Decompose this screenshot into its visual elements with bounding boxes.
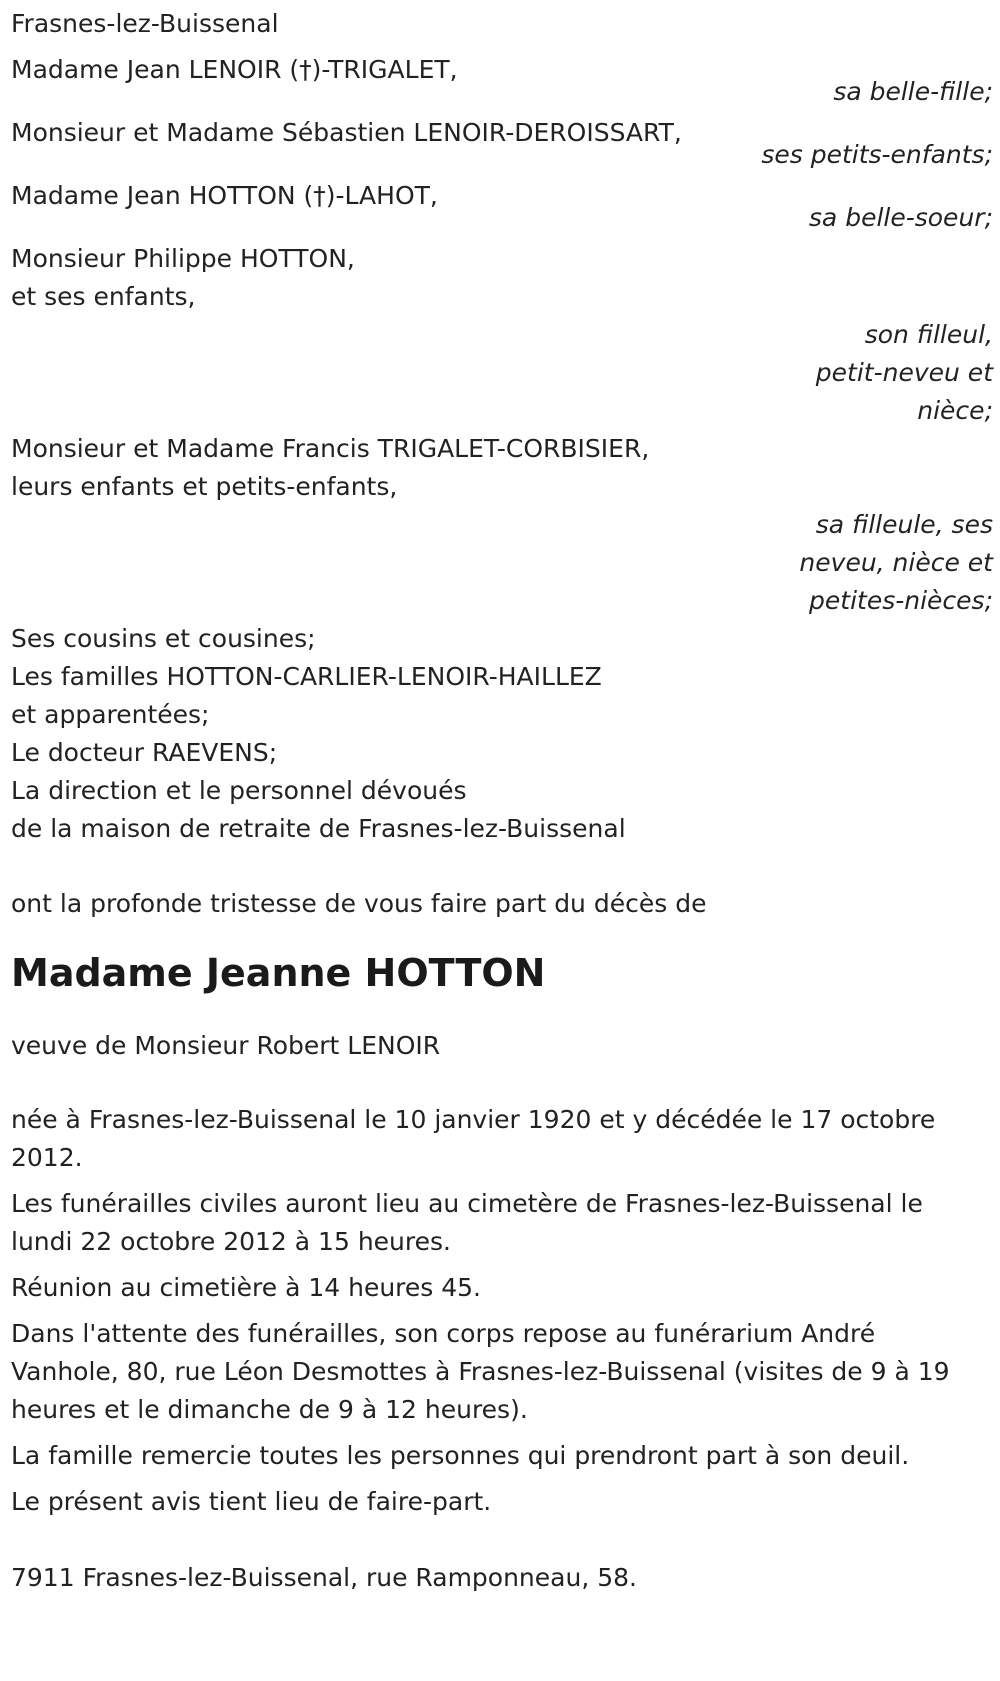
other-mourners [11, 620, 996, 848]
funeral-details [11, 1101, 961, 1521]
family-names: leurs enfants et petits-enfants, [11, 472, 398, 501]
mourner-line: et apparentées; [11, 700, 210, 729]
family-relation: petites-nièces; [809, 586, 993, 615]
announcement: ont la profonde tristesse de vous faire part du décès de [11, 889, 707, 918]
family-names: Monsieur et Madame Francis TRIGALET-CORBISIER, [11, 434, 650, 463]
detail-paragraph: née à Frasnes-lez-Buissenal le 10 janvier 1920 et y décédée le 17 octobre 2012. [11, 1105, 936, 1172]
mourner-line: Ses cousins et cousines; [11, 624, 316, 653]
detail-paragraph: La famille remercie toutes les personnes qui prendront part à son deuil. [11, 1441, 910, 1470]
detail-paragraph: Les funérailles civiles auront lieu au cimetère de Frasnes-lez-Buissenal le lundi 22 octobre 2012 à 15 heures. [11, 1189, 923, 1256]
family-names: Monsieur et Madame Sébastien LENOIR-DEROISSART, [11, 118, 682, 147]
family-relation: sa filleule, ses [815, 510, 993, 539]
family-relation: petit-neveu et [815, 358, 993, 387]
detail-paragraph: Réunion au cimetière à 14 heures 45. [11, 1273, 482, 1302]
family-group [11, 240, 996, 430]
detail-paragraph: Dans l'attente des funérailles, son corps repose au funérarium André Vanhole, 80, rue Léon Desmottes à Frasnes-lez-Buissenal (visites de 9 à 19 heures et le dimanche de 9 à 12 heures). [11, 1319, 950, 1424]
family-names: Madame Jean LENOIR (†)-TRIGALET, [11, 55, 458, 84]
mourner-line: de la maison de retraite de Frasnes-lez-Buissenal [11, 814, 626, 843]
widow-of: veuve de Monsieur Robert LENOIR [11, 1031, 441, 1060]
family-group [11, 177, 996, 237]
family-group [11, 430, 996, 620]
obituary-notice [11, 5, 996, 1597]
family-names: Madame Jean HOTTON (†)-LAHOT, [11, 181, 438, 210]
header-location: Frasnes-lez-Buissenal [11, 9, 279, 38]
mourner-line: Les familles HOTTON-CARLIER-LENOIR-HAILLEZ [11, 662, 602, 691]
detail-paragraph: Le présent avis tient lieu de faire-part. [11, 1487, 492, 1516]
family-group [11, 114, 996, 174]
family-relation: neveu, nièce et [799, 548, 993, 577]
deceased-name: Madame Jeanne HOTTON [11, 951, 546, 995]
family-names: Monsieur Philippe HOTTON, [11, 244, 355, 273]
family-names: et ses enfants, [11, 282, 196, 311]
family-relation: ses petits-enfants; [761, 140, 993, 169]
family-relation: son filleul, [864, 320, 993, 349]
family-relation: sa belle-fille; [833, 77, 993, 106]
address: 7911 Frasnes-lez-Buissenal, rue Ramponneau, 58. [11, 1563, 637, 1592]
mourner-line: La direction et le personnel dévoués [11, 776, 467, 805]
mourner-line: Le docteur RAEVENS; [11, 738, 278, 767]
family-relation: nièce; [917, 396, 993, 425]
family-relation: sa belle-soeur; [808, 203, 993, 232]
family-group [11, 51, 996, 111]
